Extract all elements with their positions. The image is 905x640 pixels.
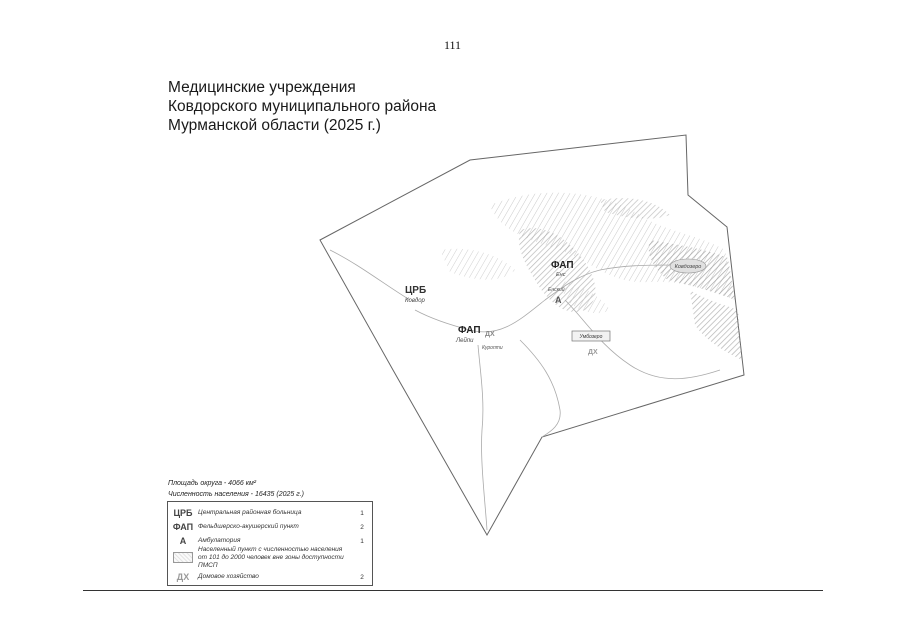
legend-text-crb: Центральная районная больница: [198, 509, 302, 516]
legend-count-ambulance: 1: [360, 537, 364, 545]
fap1-symbol: ФАП: [458, 325, 481, 336]
settlement-swatch: [173, 552, 193, 563]
title-line-2: Ковдорского муниципального района: [168, 98, 437, 115]
legend-text-settlement: Населенный пункт с численностью населения от 101 до 2000 человек вне зоны доступности ПМСП: [198, 546, 344, 569]
fap1-sub-label: Куропти: [482, 345, 503, 351]
lake-kovdozero: [670, 259, 706, 273]
legend-symbol-fap: ФАП: [172, 522, 194, 532]
page-number: 111: [443, 38, 462, 52]
legend-row-fap: [168, 521, 372, 533]
legend-text-household: Домовое хозяйство: [198, 573, 259, 580]
legend-symbol-crb: ЦРБ: [173, 508, 193, 518]
legend-symbol-household: ДХ: [176, 572, 190, 582]
settlement-dx: ДХ: [588, 349, 598, 356]
legend-symbol-ambulance: А: [179, 536, 187, 546]
title-line-3: Мурманской области (2025 г.): [168, 117, 381, 134]
legend-count-household: 2: [360, 573, 364, 581]
legend-count-crb: 1: [360, 509, 364, 517]
legend-row-crb: [168, 507, 372, 519]
ambulance-symbol: А: [555, 295, 562, 305]
area-text: Площадь округа - 4066 км²: [168, 480, 257, 487]
legend-text-fap: Фельдшерско-акушерский пункт: [198, 523, 299, 530]
population-text: Численность населения - 16435 (2025 г.): [168, 491, 304, 498]
legend-text-ambulance: Амбулатория: [198, 537, 241, 544]
crb-kovdor-marker: [405, 285, 426, 304]
fap2-sub-label: Енский: [548, 287, 565, 293]
lake-label: Ковдозеро: [674, 264, 702, 270]
fap2-place-label: Енс: [556, 272, 566, 278]
footer-rule: [83, 590, 823, 591]
legend-row-household: [168, 571, 372, 583]
legend-row-settlement: [168, 548, 372, 568]
legend-count-fap: 2: [360, 523, 364, 531]
settlement-label: Умбозеро: [579, 334, 603, 340]
title-line-1: Медицинские учреждения: [168, 79, 356, 96]
legend-symbol-settlement: [168, 552, 198, 565]
fap2-symbol: ФАП: [551, 260, 574, 271]
fap1-dx: ДХ: [485, 331, 495, 338]
district-stats: [168, 478, 304, 500]
crb-place-label: Ковдор: [405, 298, 425, 304]
fap1-place-label: Лейпи: [456, 338, 474, 344]
crb-symbol: ЦРБ: [405, 285, 427, 296]
map-legend: [167, 501, 373, 586]
